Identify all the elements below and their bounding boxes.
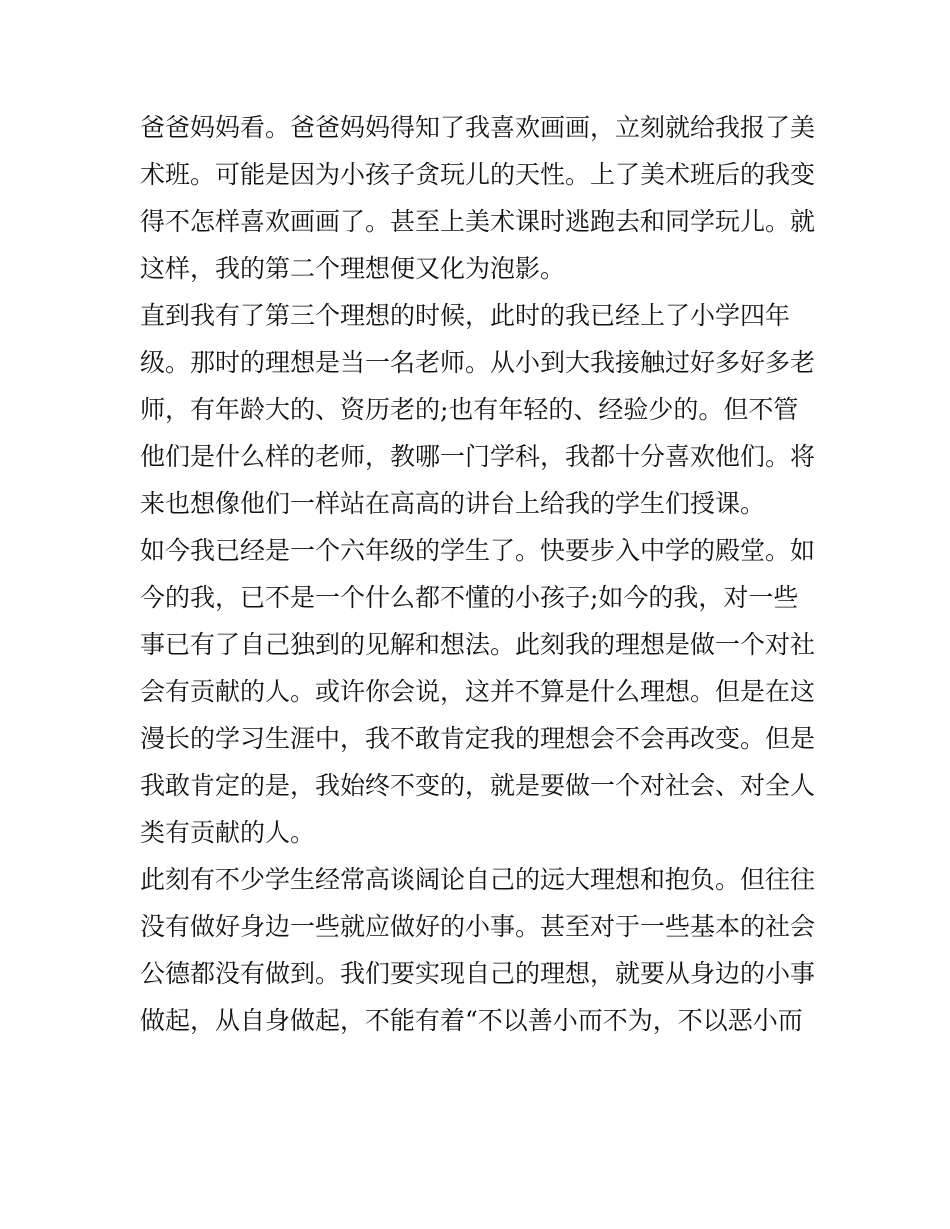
text-line: 师，有年龄大的、资历老的;也有年轻的、经验少的。但不管 (140, 395, 799, 424)
text-line: 类有贡献的人。 (140, 818, 316, 847)
text-line: 此刻有不少学生经常高谈阔论自己的远大理想和抱负。但往往 (140, 865, 816, 894)
text-line: 我敢肯定的是，我始终不变的，就是要做一个对社会、对全人 (140, 771, 816, 800)
text-line: 他们是什么样的老师，教哪一门学科，我都十分喜欢他们。将 (140, 442, 816, 471)
text-line: 会有贡献的人。或许你会说，这并不算是什么理想。但是在这 (140, 677, 816, 706)
text-line: 今的我，已不是一个什么都不懂的小孩子;如今的我，对一些 (140, 583, 799, 612)
text-line: 爸爸妈妈看。爸爸妈妈得知了我喜欢画画，立刻就给我报了美 (140, 113, 816, 142)
text-line: 没有做好身边一些就应做好的小事。甚至对于一些基本的社会 (140, 912, 816, 941)
text-line: 级。那时的理想是当一名老师。从小到大我接触过好多好多老 (140, 348, 816, 377)
text-line: 做起，从自身做起，不能有着“不以善小而不为，不以恶小而 (140, 1006, 803, 1035)
text-line: 事已有了自己独到的见解和想法。此刻我的理想是做一个对社 (140, 630, 816, 659)
text-line: 得不怎样喜欢画画了。甚至上美术课时逃跑去和同学玩儿。就 (140, 207, 816, 236)
text-line: 来也想像他们一样站在高高的讲台上给我的学生们授课。 (140, 489, 766, 518)
body-text (140, 104, 815, 1044)
text-line: 术班。可能是因为小孩子贪玩儿的天性。上了美术班后的我变 (140, 160, 816, 189)
text-line: 公德都没有做到。我们要实现自己的理想，就要从身边的小事 (140, 959, 816, 988)
text-line: 漫长的学习生涯中，我不敢肯定我的理想会不会再改变。但是 (140, 724, 816, 753)
text-line: 如今我已经是一个六年级的学生了。快要步入中学的殿堂。如 (140, 536, 816, 565)
text-line: 直到我有了第三个理想的时候，此时的我已经上了小学四年 (140, 301, 791, 330)
text-line: 这样，我的第二个理想便又化为泡影。 (140, 254, 566, 283)
